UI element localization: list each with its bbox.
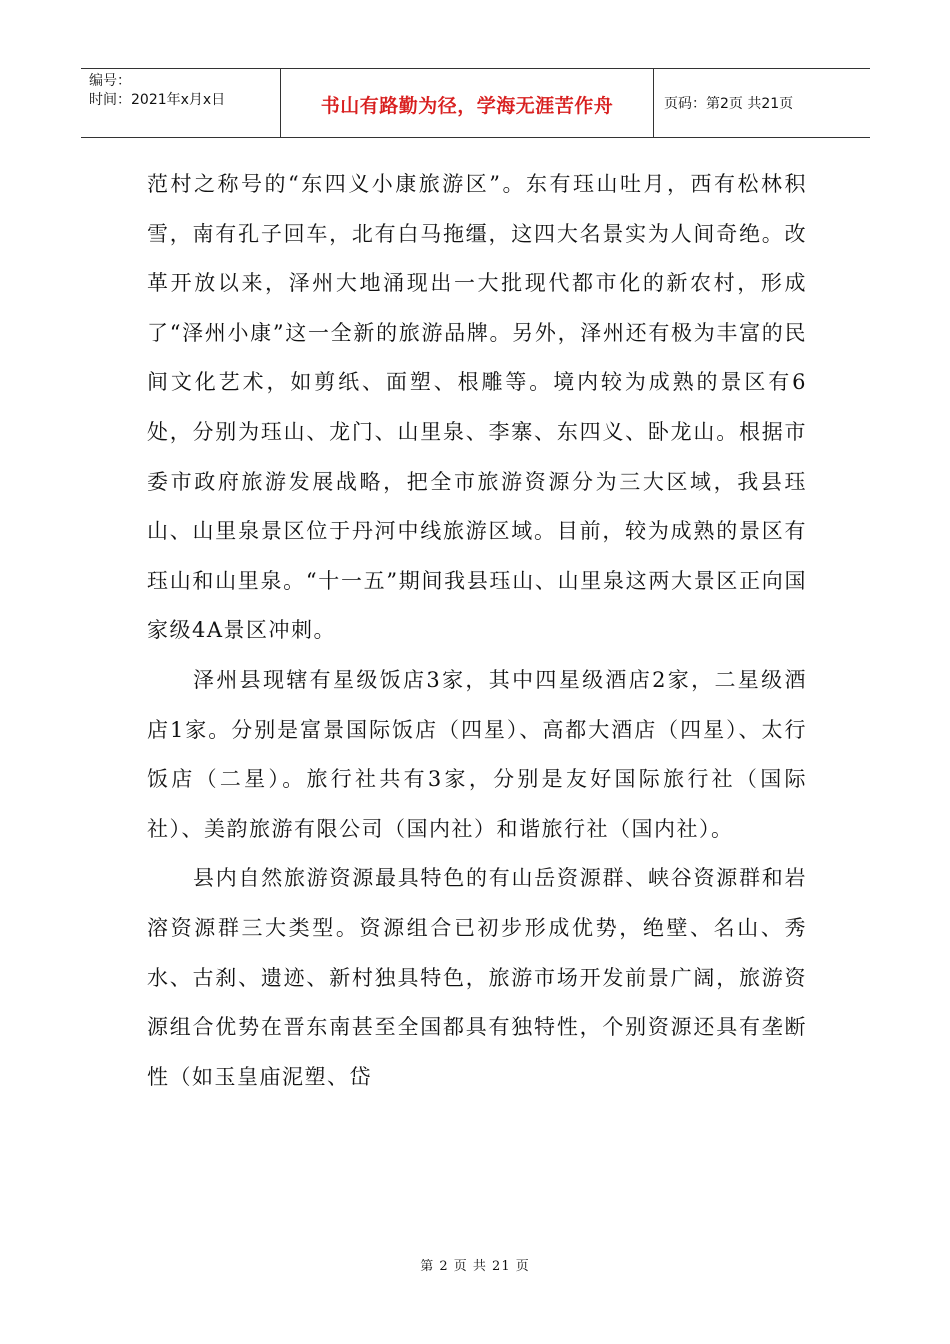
- serial-number-label: 编号：: [89, 73, 131, 89]
- header-page-code: 页码：第2页 共21页: [664, 96, 794, 112]
- body-paragraph: 范村之称号的“东四义小康旅游区”。东有珏山吐月，西有松林积雪，南有孔子回车，北有白马拖缰，这四大名景实为人间奇绝。改革开放以来，泽州大地涌现出一大批现代都市化的新农村，形成了“泽州小康”这一全新的旅游品牌。另外，泽州还有极为丰富的民间文化艺术，如剪纸、面塑、根雕等。境内较为成熟的景区有6处，分别为珏山、龙门、山里泉、李寨、东四义、卧龙山。根据市委市政府旅游发展战略，把全市旅游资源分为三大区域，我县珏山、山里泉景区位于丹河中线旅游区域。目前，较为成熟的景区有珏山和山里泉。“十一五”期间我县珏山、山里泉这两大景区正向国家级4A景区冲刺。: [147, 172, 807, 643]
- body-paragraph: 县内自然旅游资源最具特色的有山岳资源群、峡谷资源群和岩溶资源群三大类型。资源组合已初步形成优势，绝壁、名山、秀水、古刹、遗迹、新村独具特色，旅游市场开发前景广阔，旅游资源组合优势在晋东南甚至全国都具有独特性，个别资源还具有垄断性（如玉皇庙泥塑、岱: [147, 866, 807, 1089]
- header-meta-cell: [81, 69, 281, 137]
- document-body: [147, 160, 807, 1102]
- time-label: 时间：2021年x月x日: [89, 92, 226, 108]
- page-footer: [0, 1255, 950, 1274]
- document-header: [81, 68, 870, 138]
- header-motto: 书山有路勤为径，学海无涯苦作舟: [320, 94, 614, 117]
- header-motto-cell: [281, 69, 654, 137]
- footer-page-indicator: 第 2 页 共 21 页: [420, 1259, 530, 1274]
- body-paragraph: 泽州县现辖有星级饭店3家，其中四星级酒店2家，二星级酒店1家。分别是富景国际饭店（四星）、高都大酒店（四星）、太行饭店（二星）。旅行社共有3家，分别是友好国际旅行社（国际社）、美韵旅游有限公司（国内社）和谐旅行社（国内社）。: [147, 667, 807, 841]
- header-page-cell: [654, 69, 870, 137]
